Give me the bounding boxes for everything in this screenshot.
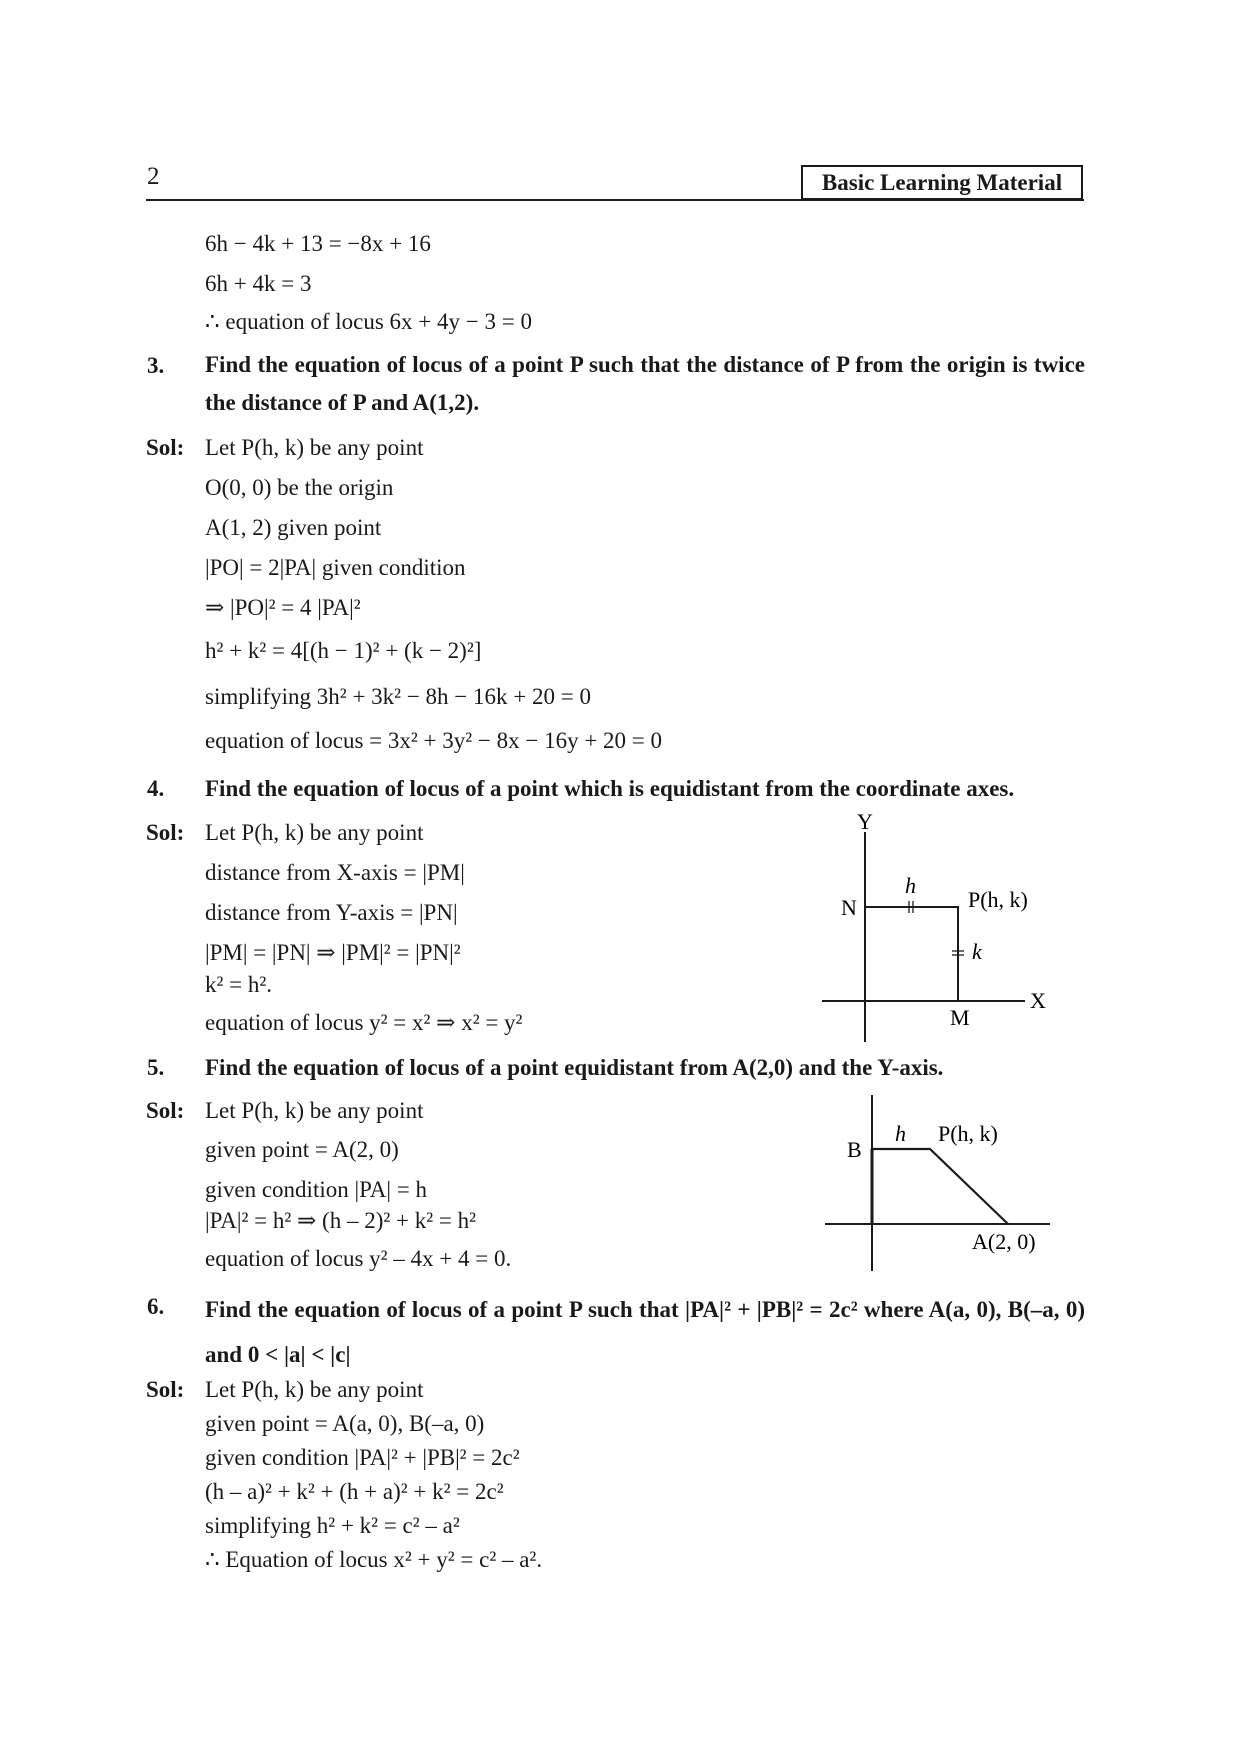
q3-sol-line-6: h² + k² = 4[(h − 1)² + (k − 2)²] (205, 638, 482, 663)
header-rule (146, 199, 1084, 201)
q3-sol-line-8: equation of locus = 3x² + 3y² − 8x − 16y + 20 = 0 (205, 728, 663, 753)
question-4-sol-label: Sol: (146, 820, 185, 845)
q5-sol-line-3: given condition |PA| = h (205, 1177, 427, 1202)
continuation-line-3: ∴ equation of locus 6x + 4y − 3 = 0 (205, 309, 532, 334)
q4-sol-line-2: distance from X-axis = |PM| (205, 860, 465, 885)
q3-sol-line-2: O(0, 0) be the origin (205, 475, 394, 500)
question-3-number: 3. (147, 353, 165, 378)
q5-a-label: A(2, 0) (972, 1229, 1036, 1254)
question-6-sol-label: Sol: (146, 1377, 185, 1402)
question-6-number: 6. (147, 1294, 165, 1319)
q4-n-label: N (841, 895, 857, 920)
q6-sol-line-1: Let P(h, k) be any point (205, 1377, 424, 1402)
q4-y-label: Y (857, 810, 873, 834)
q5-b-label: B (847, 1137, 862, 1162)
question-3-sol-label: Sol: (146, 435, 185, 460)
q5-axes-figure (820, 1093, 1060, 1273)
q4-m-label: M (950, 1005, 970, 1030)
question-5-sol-label: Sol: (146, 1098, 185, 1123)
question-3-text: Find the equation of locus of a point P such that the distance of P from the origin is twice the distance of P and A(1,2). (205, 352, 1085, 415)
q4-p-label: P(h, k) (968, 887, 1028, 912)
q5-sol-line-2: given point = A(2, 0) (205, 1137, 399, 1162)
q4-sol-line-6: equation of locus y² = x² ⇒ x² = y² (205, 1010, 523, 1035)
q4-sol-line-5: k² = h². (205, 972, 273, 997)
q6-sol-line-2: given point = A(a, 0), B(–a, 0) (205, 1411, 485, 1436)
q3-sol-line-4: |PO| = 2|PA| given condition (205, 555, 466, 580)
q3-sol-line-7: simplifying 3h² + 3k² − 8h − 16k + 20 = 0 (205, 684, 591, 709)
question-6-text: Find the equation of locus of a point P such that |PA|² + |PB|² = 2c² where A(a, 0), B(–a, 0) and 0 < |a| < |c| (205, 1297, 1085, 1367)
q6-sol-line-3: given condition |PA|² + |PB|² = 2c² (205, 1445, 520, 1470)
q4-x-label: X (1030, 988, 1046, 1013)
continuation-line-2: 6h + 4k = 3 (205, 271, 312, 296)
question-4-text: Find the equation of locus of a point which is equidistant from the coordinate axes. (205, 776, 1015, 801)
q3-sol-line-5: ⇒ |PO|² = 4 |PA|² (205, 595, 361, 620)
header-title-box: Basic Learning Material (801, 165, 1083, 200)
q5-p-label: P(h, k) (938, 1121, 998, 1146)
q6-sol-line-4: (h – a)² + k² + (h + a)² + k² = 2c² (205, 1479, 504, 1504)
q6-sol-line-5: simplifying h² + k² = c² – a² (205, 1513, 460, 1538)
question-5-text: Find the equation of locus of a point equidistant from A(2,0) and the Y-axis. (205, 1055, 944, 1080)
q3-sol-line-1: Let P(h, k) be any point (205, 435, 424, 460)
q4-sol-line-3: distance from Y-axis = |PN| (205, 900, 458, 925)
question-4-number: 4. (147, 776, 165, 801)
q6-sol-line-6: ∴ Equation of locus x² + y² = c² – a². (205, 1547, 543, 1572)
q5-sol-line-1: Let P(h, k) be any point (205, 1098, 424, 1123)
q5-h-label: h (895, 1121, 906, 1146)
q5-sol-line-5: equation of locus y² – 4x + 4 = 0. (205, 1246, 512, 1271)
page-number: 2 (147, 163, 160, 190)
question-5-number: 5. (147, 1055, 165, 1080)
q4-perpendiculars (865, 907, 958, 1001)
q5-sol-line-4: |PA|² = h² ⇒ (h – 2)² + k² = h² (205, 1208, 476, 1233)
q5-path-b-p-a (872, 1149, 1008, 1224)
q4-sol-line-1: Let P(h, k) be any point (205, 820, 424, 845)
q3-sol-line-3: A(1, 2) given point (205, 515, 382, 540)
continuation-line-1: 6h − 4k + 13 = −8x + 16 (205, 231, 431, 256)
q4-axes-figure (815, 810, 1075, 1045)
q4-h-label: h (905, 873, 916, 898)
q4-sol-line-4: |PM| = |PN| ⇒ |PM|² = |PN|² (205, 940, 461, 965)
q4-k-label: k (972, 939, 982, 964)
